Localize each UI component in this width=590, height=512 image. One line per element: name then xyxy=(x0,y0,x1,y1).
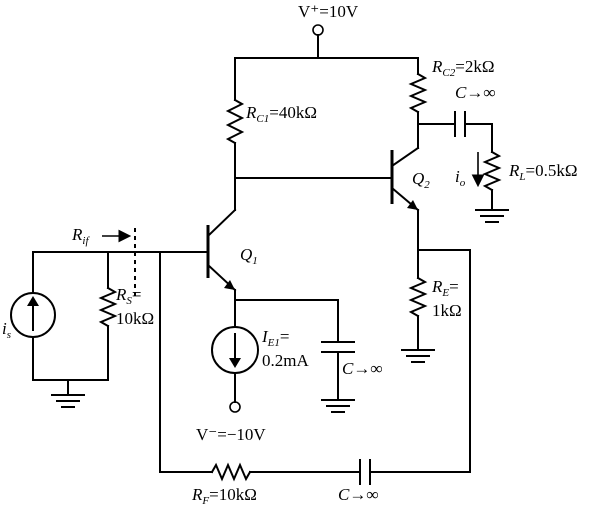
rc2-resistor xyxy=(411,74,425,112)
is-current-source xyxy=(11,293,55,337)
re-value: 1kΩ xyxy=(432,301,462,320)
ie1-value: 0.2mA xyxy=(262,351,309,370)
c-out-capacitor xyxy=(455,112,465,136)
q1-label: $Q_1$ xyxy=(240,245,258,267)
ground-input xyxy=(52,395,84,407)
is-label: $i_s$ xyxy=(2,319,12,341)
ie1-current-source xyxy=(212,327,258,373)
vplus-terminal xyxy=(313,25,323,58)
c-e1-label: C→∞ xyxy=(342,359,383,378)
rs-label: $R_S=$ xyxy=(116,285,142,307)
vplus-label: V⁺=10V xyxy=(298,2,359,21)
rs-value: 10kΩ xyxy=(116,309,155,328)
rf-label: $R_F=10k\Omega$ xyxy=(192,485,257,507)
vminus-terminal xyxy=(230,402,240,412)
vminus-label: V⁻=−10V xyxy=(196,425,266,444)
q1-transistor xyxy=(208,210,235,290)
ie1-label: $I_{E1}=$ xyxy=(262,327,290,349)
rl-label: $R_L=0.5k\Omega$ xyxy=(509,161,578,183)
ground-re xyxy=(402,350,434,362)
rc1-label: $R_{C1}=40k\Omega$ xyxy=(246,103,317,125)
rc2-label: $R_{C2}=2k\Omega$ xyxy=(432,57,495,79)
rc1-resistor xyxy=(228,100,242,143)
rs-resistor xyxy=(101,288,115,326)
rf-resistor xyxy=(212,465,250,479)
c-e1-capacitor xyxy=(322,342,354,352)
re-label: $R_E=$ xyxy=(432,277,459,299)
re-resistor xyxy=(411,278,425,316)
ground-ce1 xyxy=(322,400,354,412)
c-out-label: C→∞ xyxy=(455,83,496,102)
c-fb-capacitor xyxy=(360,460,370,484)
q2-label: $Q_2$ xyxy=(412,169,430,191)
ground-rl xyxy=(476,210,508,222)
io-label: $i_o$ xyxy=(455,167,466,189)
rl-resistor xyxy=(485,152,499,190)
c-fb-label: C→∞ xyxy=(338,485,379,504)
rif-label: $R_{if}$ xyxy=(72,225,89,247)
